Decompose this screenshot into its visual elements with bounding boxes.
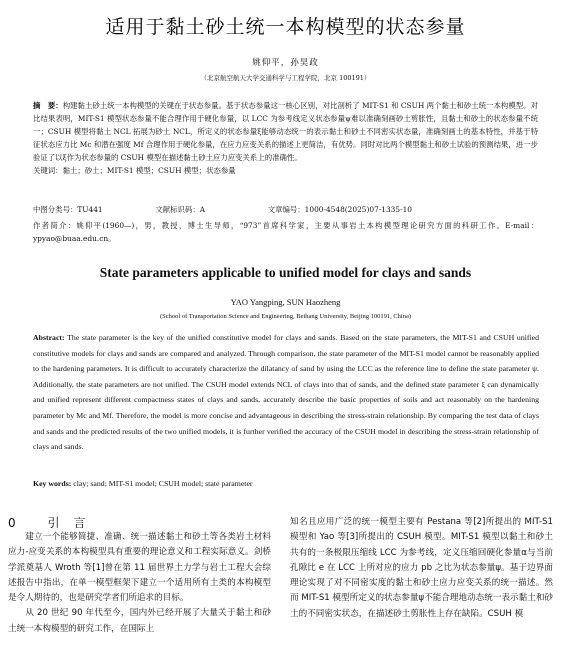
- chinese-abstract-label: 摘 要：: [33, 101, 63, 110]
- english-abstract-text: The state parameter is the key of the unified constitutive model for clays and sands. Based on the state parameters, the MIT-S1 and CSUH unified constitutive models for clays and sands are compared and analyzed. Through comparison, the state parameter of the MIT-S1 model cannot be reasonably applied to the hardening parameters. It is difficult to accurately characterize the dilatancy of sand by using the LCC as the reference line to define the state parameter ψ. Additionally, the state parameters are not unified. The CSUH model extends NCL of clays into that of sands, and the defined state parameter ξ can dynamically and unified represent different compactness states of clays and sands, accurately describe the basic properties of soils and act reasonably on the hardening parameter by Mc and Mf. Therefore, the model is more concise and advantageous in describing the stress-strain relationship. By comparing the test data of clays and sands and the predicted results of the two unified models, it is further verified the accuracy of the CSUH model in describing the stress-strain relationship of clays and sands.: [33, 333, 540, 452]
- section-heading: 0 引言: [8, 516, 100, 530]
- english-keywords: [33, 479, 539, 488]
- chinese-affiliation: （北京航空航天大学交通科学与工程学院，北京 100191）: [200, 74, 371, 82]
- english-keywords-label: Key words:: [33, 479, 72, 488]
- left-paragraph-2: 从 20 世纪 90 年代至今，国内外已经开展了大量关于黏土和砂土统一本构模型的研究工作，在国际上: [8, 608, 271, 634]
- article-number: 文章编号：1000-4548(2025)07-1335-10: [267, 205, 412, 214]
- chinese-keywords: 关键词：黏土；砂土；MIT-S1 模型；CSUH 模型；状态参量: [33, 166, 236, 175]
- clc-number: 中图分类号：TU441: [33, 205, 103, 214]
- english-affiliation: (School of Transportation Science and Engineering, Beihang University, Beijing 100191, China): [159, 313, 412, 320]
- english-abstract: [33, 330, 539, 455]
- english-authors: YAO Yangping, SUN Haozheng: [230, 297, 341, 307]
- document-code: 文献标识码：A: [155, 205, 206, 214]
- english-keywords-text: clay; sand; MIT-S1 model; CSUH model; state parameter: [73, 479, 253, 488]
- chinese-meta-row: [33, 204, 538, 215]
- author-info: 作者简介：姚仰平(1960—)，男，教授，博士生导师，“973”首席科学家，主要从事岩土本构模型理论研究方面的科研工作。E-mail：ypyao@buaa.edu.cn。: [33, 221, 538, 243]
- english-title: State parameters applicable to unified model for clays and sands: [99, 265, 472, 280]
- left-column: [8, 530, 271, 637]
- right-column: [290, 515, 553, 622]
- chinese-abstract-text: 构建黏土砂土统一本构模型的关键在于状态参量。基于状态参量这一核心区别，对比剖析了 MIT-S1 和 CSUH 两个黏土和砂土统一本构模型。对比结果表明，MIT-S1 模型状态参量不能合理作用于硬化参量，以 LCC 为参考线定义状态参量ψ难以准确刻画砂土剪胀性，且黏土和砂土的状态参量不统一；CSUH 模型将黏土 NCL 拓展为砂土 NCL，所定义的状态参量ξ能够动态统一的表示黏土和砂土不同密实状态量，准确刻画土的基本特性，并基于特征状态应力比 Mc 和潜在强度 Mf 合理作用于硬化参量，在应力应变关系的描述上更简洁，有优势。同时对比两个模型黏土和砂土试验的预测结果，进一步验证了以ξ作为状态参量的 CSUH 模型在描述黏土砂土应力应变关系上的准确性。: [33, 101, 538, 162]
- chinese-abstract: [33, 99, 538, 177]
- chinese-authors: 姚仰平，孙昊政: [252, 58, 319, 68]
- right-paragraph-1: 知名且应用广泛的统一模型主要有 Pestana 等[2]所提出的 MIT-S1 模型和 Yao 等[3]所提出的 CSUH 模型。MIT-S1 模型以黏土和砂土共有的一条极限压缩线 LCC 为参考线，定义压缩回硬化参量α与当前孔隙比 e 在 LCC 上所对应的应力 pb 之比为状态参量ψ。基于边界面理论实现了对不同密实度的黏土和砂土应力应变关系的统一描述。然而 MIT-S1 模型所定义的状态参量ψ不能合理地动态统一表示黏土和砂土的不同密实状态，在描述砂土剪胀性上存在缺陷。CSUH 模: [290, 517, 554, 619]
- chinese-title: 适用于黏土砂土统一本构模型的状态参量: [105, 16, 466, 38]
- left-paragraph-1: 建立一个能够简捷、准确、统一描述黏土和砂土等各类岩土材料应力-应变关系的本构模型具有重要的理论意义和工程实际意义。剑桥学派奠基人 Wroth 等[1]曾在第 11 届世界土力学与岩土工程大会综述报告中指出，在单一模型框架下建立一个适用所有土类的本构模型是令人期待的，也是研究学者们所追求的目标。: [8, 532, 271, 604]
- english-abstract-label: Abstract:: [33, 333, 65, 342]
